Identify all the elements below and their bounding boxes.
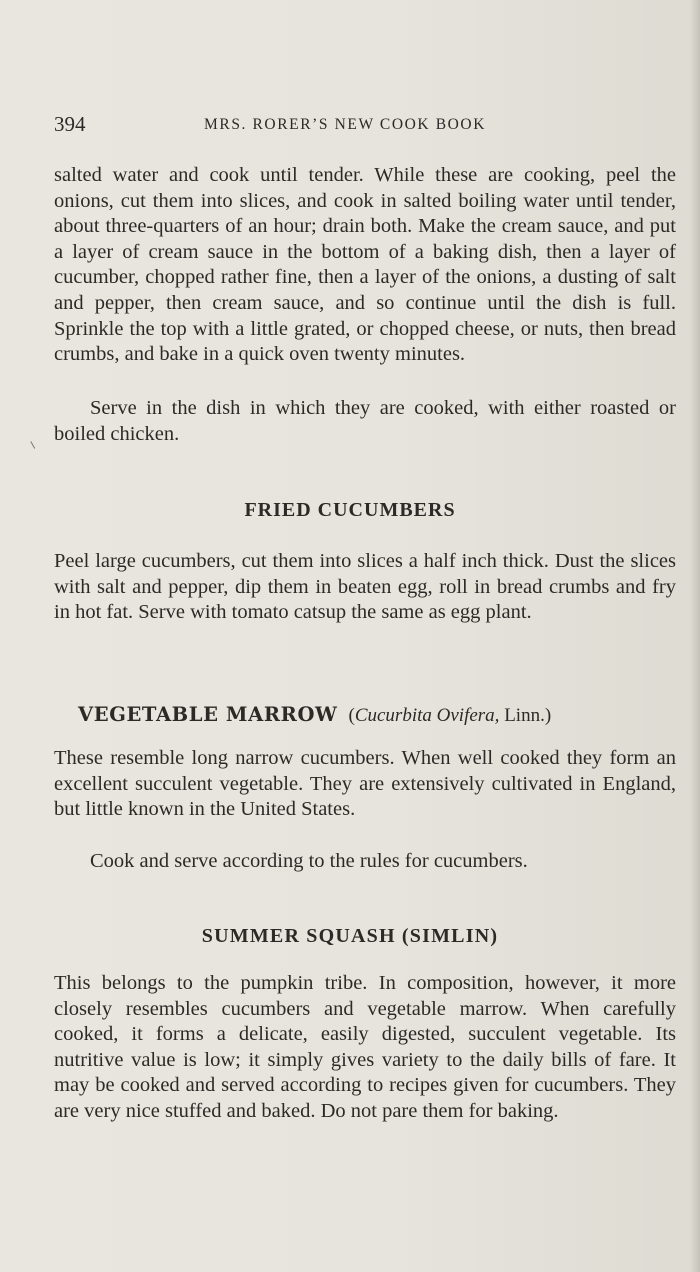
margin-mark [30, 439, 38, 448]
vegetable-marrow-cooking: Cook and serve according to the rules for cucumbers. [90, 850, 528, 872]
fried-cucumbers-heading: FRIED CUCUMBERS [244, 499, 456, 521]
page-number: 394 [54, 112, 86, 136]
fried-cucumbers-paragraph: Peel large cucumbers, cut them into slices a half inch thick. Dust the slices with salt and pepper, dip them in beaten egg, roll in bread crumbs and fry in hot fat. Serve with tomato catsup the same as egg plant. [54, 550, 676, 624]
vegetable-marrow-heading [78, 703, 551, 727]
page-edge-shadow [690, 0, 700, 1272]
vegetable-marrow-latin [344, 705, 551, 726]
vegetable-marrow-title: VEGETABLE MARROW [78, 703, 338, 726]
latin-author: Linn.) [499, 705, 552, 726]
summer-squash-paragraph: This belongs to the pumpkin tribe. In composition, however, it more closely resembles cucumbers and vegetable marrow. When carefully cooked, it forms a delicate, easily digested, succulent vegetable. Its nutritive value is low; it simply gives variety to the daily bills of fare. It may be cooked and served according to recipes given for cucumbers. They are very nice stuffed and baked. Do not pare them for baking. [54, 972, 676, 1122]
book-title: MRS. RORER’S NEW COOK BOOK [204, 116, 487, 133]
running-head [54, 112, 554, 140]
serving-paragraph: Serve in the dish in which they are cooked, with either roasted or boiled chicken. [54, 397, 676, 445]
vegetable-marrow-paragraph: These resemble long narrow cucumbers. When well cooked they form an excellent succulent vegetable. They are extensively cultivated in England, but little known in the United States. [54, 747, 676, 821]
continuation-paragraph: salted water and cook until tender. While these are cooking, peel the onions, cut them into slices, and cook in salted boiling water until tender, about three-quarters of an hour; drain both. Make the cream sauce, and put a layer of cream sauce in the bottom of a baking dish, then a layer of cucumber, chopped rather fine, then a layer of the onions, a dusting of salt and pepper, then cream sauce, and so continue until the dish is full. Sprinkle the top with a little grated, or chopped cheese, or nuts, then bread crumbs, and bake in a quick oven twenty minutes. [54, 164, 676, 366]
latin-name: Cucurbita Ovifera, [354, 705, 500, 726]
latin-open-paren: ( [348, 705, 355, 726]
summer-squash-heading: SUMMER SQUASH (SIMLIN) [201, 925, 499, 947]
